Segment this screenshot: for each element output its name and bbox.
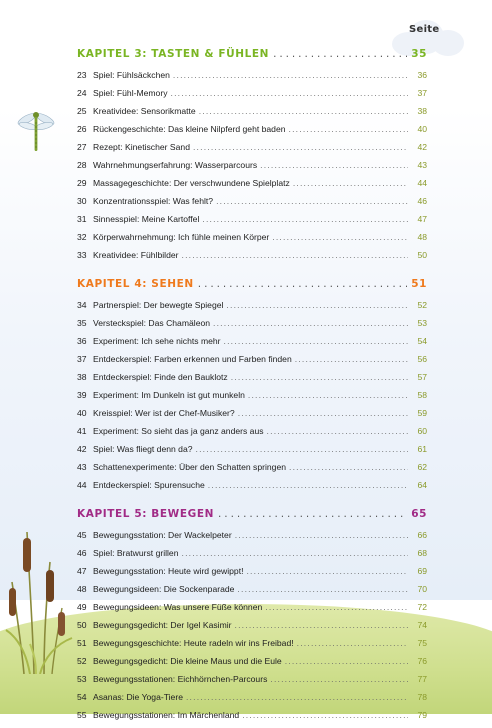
entry-page-number: 56 — [417, 354, 427, 364]
entry-page-number: 76 — [417, 656, 427, 666]
toc-entry[interactable] — [77, 196, 427, 214]
toc-entry[interactable] — [77, 250, 427, 268]
leader-dots — [265, 602, 408, 612]
entry-title: Experiment: Im Dunkeln ist gut munkeln — [93, 390, 245, 400]
leader-dots — [289, 462, 408, 472]
entry-title: Asanas: Die Yoga-Tiere — [93, 692, 183, 702]
entry-page-number: 79 — [417, 710, 427, 720]
entry-title: Versteckspiel: Das Chamäleon — [93, 318, 211, 328]
entry-page-number: 61 — [417, 444, 427, 454]
leader-dots — [224, 336, 408, 346]
entry-page-number: 69 — [417, 566, 427, 576]
toc-entry[interactable] — [77, 354, 427, 372]
entry-title: Spiel: Bratwurst grillen — [93, 548, 179, 558]
entry-page-number: 78 — [417, 692, 427, 702]
toc-entry[interactable] — [77, 160, 427, 178]
entry-title: Partnerspiel: Der bewegte Spiegel — [93, 300, 224, 310]
entry-title: Spiel: Was fliegt denn da? — [93, 444, 193, 454]
entry-title: Spiel: Fühlsäckchen — [93, 70, 170, 80]
leader-dots — [237, 584, 408, 594]
entry-page-number: 72 — [417, 602, 427, 612]
leader-dots — [231, 372, 408, 382]
leader-dots — [246, 566, 408, 576]
entry-number: 44 — [77, 480, 87, 490]
toc-entry[interactable] — [77, 318, 427, 336]
entry-title: Bewegungsgeschichte: Heute radeln wir ins Freibad! — [93, 638, 294, 648]
entry-number: 23 — [77, 70, 87, 80]
toc-entry[interactable] — [77, 88, 427, 106]
chapter-heading[interactable] — [77, 48, 427, 70]
leader-dots — [182, 548, 409, 558]
entry-page-number: 37 — [417, 88, 427, 98]
leader-dots — [196, 444, 408, 454]
entry-title: Konzentrationsspiel: Was fehlt? — [93, 196, 214, 206]
toc-entry[interactable] — [77, 214, 427, 232]
entry-title: Spiel: Fühl-Memory — [93, 88, 168, 98]
entry-number: 49 — [77, 602, 87, 612]
leader-dots — [213, 318, 408, 328]
leader-dots — [182, 250, 408, 260]
entry-title: Bewegungsideen: Die Sockenparade — [93, 584, 235, 594]
toc-entry[interactable] — [77, 674, 427, 692]
chapter-heading[interactable] — [77, 278, 427, 300]
entry-title: Sinnesspiel: Meine Kartoffel — [93, 214, 200, 224]
entry-page-number: 68 — [417, 548, 427, 558]
leader-dots — [267, 426, 408, 436]
leader-dots — [218, 508, 407, 520]
leader-dots — [235, 620, 408, 630]
entry-number: 25 — [77, 106, 87, 116]
entry-title: Bewegungsgedicht: Die kleine Maus und die Eule — [93, 656, 282, 666]
entry-number: 34 — [77, 300, 87, 310]
toc-entry[interactable] — [77, 232, 427, 250]
entry-page-number: 44 — [417, 178, 427, 188]
entry-page-number: 48 — [417, 232, 427, 242]
chapter-page-number: 51 — [411, 278, 427, 290]
leader-dots — [173, 70, 408, 80]
entry-number: 40 — [77, 408, 87, 418]
toc-entry[interactable] — [77, 710, 427, 728]
entry-number: 47 — [77, 566, 87, 576]
chapter-heading[interactable] — [77, 508, 427, 530]
entry-number: 27 — [77, 142, 87, 152]
toc-entry[interactable] — [77, 70, 427, 88]
entry-number: 36 — [77, 336, 87, 346]
toc-entry[interactable] — [77, 408, 427, 426]
chapter-spacer — [77, 268, 427, 278]
entry-title: Bewegungsstation: Der Wackelpeter — [93, 530, 232, 540]
entry-page-number: 57 — [417, 372, 427, 382]
toc-entry[interactable] — [77, 426, 427, 444]
entry-page-number: 52 — [417, 300, 427, 310]
entry-page-number: 46 — [417, 196, 427, 206]
chapter-title: KAPITEL 5: BEWEGEN — [77, 508, 215, 520]
chapter-page-number: 35 — [411, 48, 427, 60]
chapter-title: KAPITEL 3: TASTEN & FÜHLEN — [77, 48, 270, 60]
entry-page-number: 42 — [417, 142, 427, 152]
toc-entry[interactable] — [77, 372, 427, 390]
entry-page-number: 38 — [417, 106, 427, 116]
chapter-page-number: 65 — [411, 508, 427, 520]
leader-dots — [295, 354, 408, 364]
toc-entry[interactable] — [77, 390, 427, 408]
entry-number: 54 — [77, 692, 87, 702]
entry-page-number: 70 — [417, 584, 427, 594]
toc-entry[interactable] — [77, 462, 427, 480]
toc-entry[interactable] — [77, 124, 427, 142]
entry-page-number: 74 — [417, 620, 427, 630]
entry-title: Entdeckerspiel: Finde den Bauklotz — [93, 372, 228, 382]
entry-title: Rezept: Kinetischer Sand — [93, 142, 190, 152]
entry-number: 35 — [77, 318, 87, 328]
entry-number: 51 — [77, 638, 87, 648]
entry-page-number: 75 — [417, 638, 427, 648]
leader-dots — [193, 142, 408, 152]
entry-title: Experiment: So sieht das ja ganz anders aus — [93, 426, 264, 436]
entry-number: 48 — [77, 584, 87, 594]
entry-title: Experiment: Ich sehe nichts mehr — [93, 336, 221, 346]
page-column-label: Seite — [409, 24, 440, 35]
entry-page-number: 66 — [417, 530, 427, 540]
leader-dots — [216, 196, 408, 206]
entry-title: Bewegungsstation: Heute wird gewippt! — [93, 566, 244, 576]
entry-title: Bewegungsstationen: Im Märchenland — [93, 710, 240, 720]
leader-dots — [199, 106, 408, 116]
entry-page-number: 58 — [417, 390, 427, 400]
entry-number: 41 — [77, 426, 87, 436]
toc-entry[interactable] — [77, 566, 427, 584]
entry-number: 33 — [77, 250, 87, 260]
leader-dots — [289, 124, 408, 134]
entry-title: Kreisspiel: Wer ist der Chef-Musiker? — [93, 408, 235, 418]
toc-entry[interactable] — [77, 548, 427, 566]
leader-dots — [171, 88, 409, 98]
entry-number: 50 — [77, 620, 87, 630]
entry-title: Körperwahrnehmung: Ich fühle meinen Körper — [93, 232, 270, 242]
entry-number: 24 — [77, 88, 87, 98]
entry-number: 26 — [77, 124, 87, 134]
entry-number: 38 — [77, 372, 87, 382]
toc-entry[interactable] — [77, 530, 427, 548]
entry-number: 30 — [77, 196, 87, 206]
entry-number: 28 — [77, 160, 87, 170]
toc-entry[interactable] — [77, 638, 427, 656]
entry-title: Bewegungsideen: Was unsere Füße können — [93, 602, 263, 612]
toc-entry[interactable] — [77, 480, 427, 498]
entry-page-number: 53 — [417, 318, 427, 328]
entry-page-number: 50 — [417, 250, 427, 260]
entry-title: Kreatividee: Fühlbilder — [93, 250, 179, 260]
entry-number: 29 — [77, 178, 87, 188]
dragonfly-icon — [16, 104, 56, 156]
toc-entry[interactable] — [77, 656, 427, 674]
leader-dots — [285, 656, 408, 666]
entry-number: 46 — [77, 548, 87, 558]
leader-dots — [238, 408, 408, 418]
entry-number: 39 — [77, 390, 87, 400]
toc-entry[interactable] — [77, 602, 427, 620]
entry-number: 45 — [77, 530, 87, 540]
entry-number: 53 — [77, 674, 87, 684]
toc-entry[interactable] — [77, 106, 427, 124]
leader-dots — [186, 692, 408, 702]
leader-dots — [208, 480, 408, 490]
leader-dots — [235, 530, 408, 540]
entry-page-number: 62 — [417, 462, 427, 472]
leader-dots — [198, 278, 407, 290]
entry-page-number: 43 — [417, 160, 427, 170]
entry-page-number: 36 — [417, 70, 427, 80]
entry-title: Rückengeschichte: Das kleine Nilpferd geht baden — [93, 124, 286, 134]
entry-number: 32 — [77, 232, 87, 242]
leader-dots — [226, 300, 408, 310]
entry-number: 31 — [77, 214, 87, 224]
entry-page-number: 59 — [417, 408, 427, 418]
entry-title: Bewegungsgedicht: Der Igel Kasimir — [93, 620, 232, 630]
leader-dots — [293, 178, 408, 188]
entry-page-number: 64 — [417, 480, 427, 490]
toc-entry[interactable] — [77, 692, 427, 710]
entry-page-number: 40 — [417, 124, 427, 134]
entry-title: Wahrnehmungserfahrung: Wasserparcours — [93, 160, 258, 170]
leader-dots — [242, 710, 408, 720]
entry-number: 42 — [77, 444, 87, 454]
entry-title: Entdeckerspiel: Spurensuche — [93, 480, 205, 490]
entry-title: Entdeckerspiel: Farben erkennen und Farben finden — [93, 354, 292, 364]
entry-title: Schattenexperimente: Über den Schatten springen — [93, 462, 287, 472]
leader-dots — [248, 390, 408, 400]
chapter-spacer — [77, 498, 427, 508]
toc-entry[interactable] — [77, 444, 427, 462]
leader-dots — [260, 160, 408, 170]
cattails-illustration — [0, 512, 80, 674]
leader-dots — [272, 232, 408, 242]
entry-title: Bewegungsstationen: Eichhörnchen-Parcours — [93, 674, 268, 684]
toc-entry[interactable] — [77, 620, 427, 638]
entry-number: 43 — [77, 462, 87, 472]
entry-page-number: 47 — [417, 214, 427, 224]
entry-page-number: 77 — [417, 674, 427, 684]
entry-title: Kreatividee: Sensorikmatte — [93, 106, 196, 116]
leader-dots — [273, 48, 407, 60]
toc-entry[interactable] — [77, 142, 427, 160]
leader-dots — [202, 214, 408, 224]
table-of-contents — [77, 48, 427, 728]
entry-page-number: 60 — [417, 426, 427, 436]
toc-entry[interactable] — [77, 178, 427, 196]
entry-number: 52 — [77, 656, 87, 666]
entry-page-number: 54 — [417, 336, 427, 346]
entry-number: 37 — [77, 354, 87, 364]
leader-dots — [270, 674, 408, 684]
entry-title: Massagegeschichte: Der verschwundene Spielplatz — [93, 178, 290, 188]
toc-entry[interactable] — [77, 336, 427, 354]
entry-number: 55 — [77, 710, 87, 720]
toc-entry[interactable] — [77, 300, 427, 318]
chapter-title: KAPITEL 4: SEHEN — [77, 278, 194, 290]
toc-entry[interactable] — [77, 584, 427, 602]
leader-dots — [297, 638, 408, 648]
